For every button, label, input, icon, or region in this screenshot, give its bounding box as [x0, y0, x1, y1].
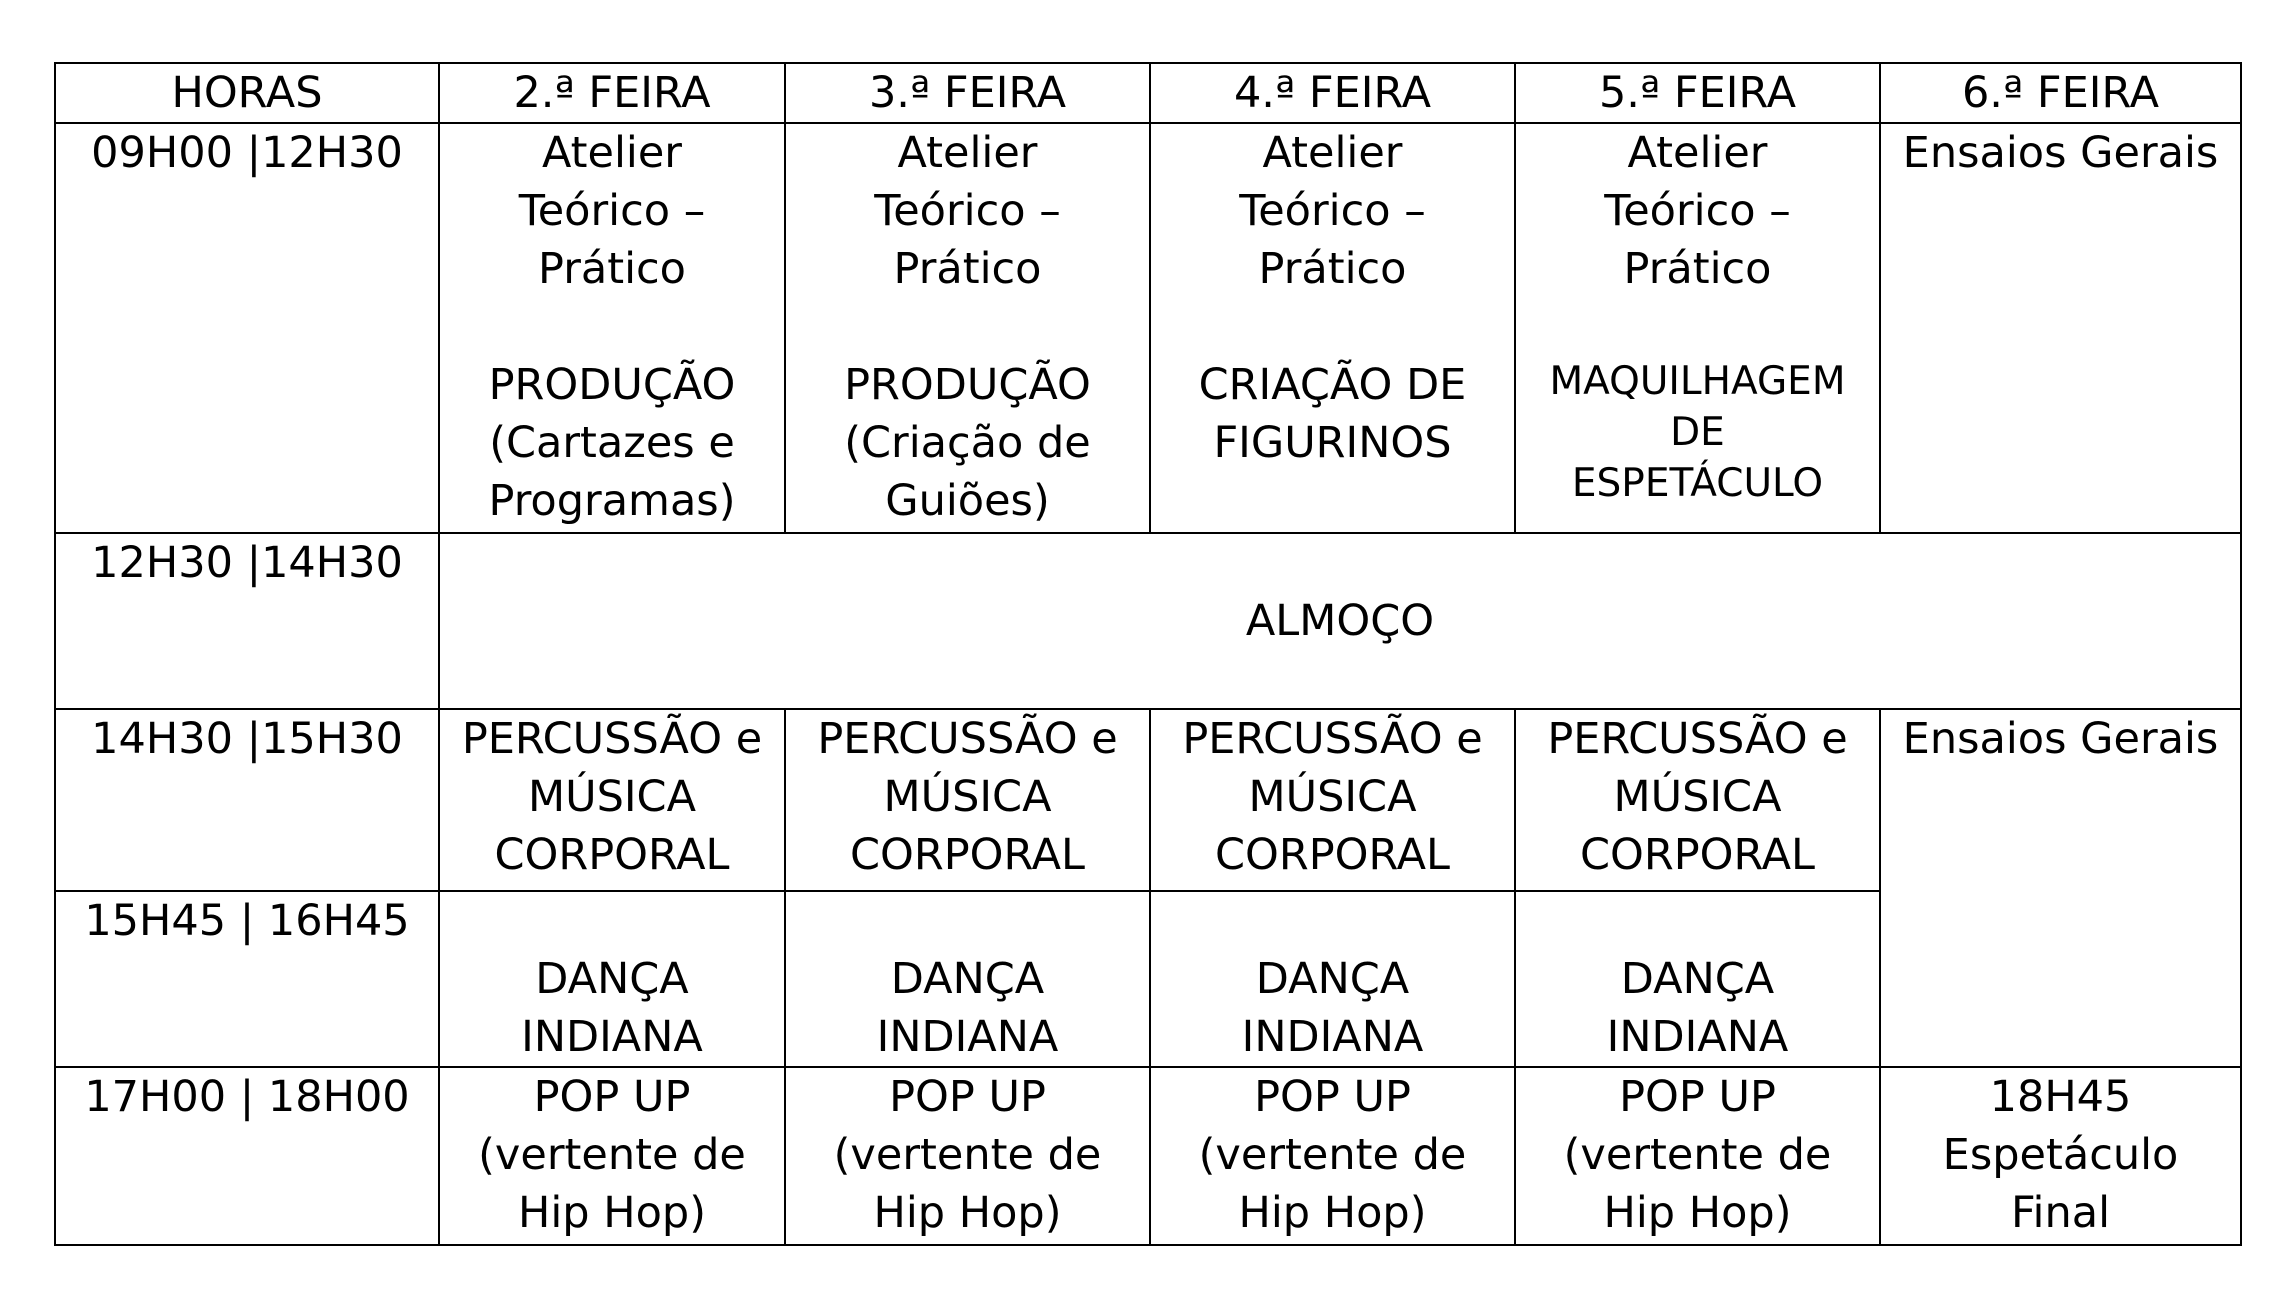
- cell-percussion-thursday: PERCUSSÃO e MÚSICA CORPORAL: [1515, 709, 1880, 891]
- cell-popup-friday: 18H45 Espetáculo Final: [1880, 1067, 2241, 1245]
- cell-dance-thursday: DANÇA INDIANA: [1515, 891, 1880, 1067]
- header-day-thursday: 5.ª FEIRA: [1515, 63, 1880, 123]
- cell-percussion-monday: PERCUSSÃO e MÚSICA CORPORAL: [439, 709, 785, 891]
- cell-percussion-wednesday: PERCUSSÃO e MÚSICA CORPORAL: [1150, 709, 1515, 891]
- table-row-lunch: [55, 533, 2241, 709]
- cell-dance-tuesday: DANÇA INDIANA: [785, 891, 1150, 1067]
- schedule-table: [54, 62, 2242, 1246]
- table-row-percussion: [55, 709, 2241, 891]
- header-row: [55, 63, 2241, 123]
- time-cell-lunch: 12H30 |14H30: [55, 533, 439, 709]
- header-day-tuesday: 3.ª FEIRA: [785, 63, 1150, 123]
- cell-popup-thursday: POP UP (vertente de Hip Hop): [1515, 1067, 1880, 1245]
- cell-morning-monday: Atelier Teórico – Prático PRODUÇÃO (Cartazes e Programas): [439, 123, 785, 533]
- header-hours: HORAS: [55, 63, 439, 123]
- cell-dance-wednesday: DANÇA INDIANA: [1150, 891, 1515, 1067]
- table-row-popup: [55, 1067, 2241, 1245]
- cell-morning-wednesday: Atelier Teórico – Prático CRIAÇÃO DE FIGURINOS: [1150, 123, 1515, 533]
- cell-afternoon-friday: Ensaios Gerais: [1880, 709, 2241, 1067]
- time-cell-percussion: 14H30 |15H30: [55, 709, 439, 891]
- time-cell-morning: 09H00 |12H30: [55, 123, 439, 533]
- cell-popup-monday: POP UP (vertente de Hip Hop): [439, 1067, 785, 1245]
- cell-morning-thursday: Atelier Teórico – Prático MAQUILHAGEM DE ESPETÁCULO: [1515, 123, 1880, 533]
- time-cell-popup: 17H00 | 18H00: [55, 1067, 439, 1245]
- lunch-cell: ALMOÇO: [439, 533, 2241, 709]
- header-day-monday: 2.ª FEIRA: [439, 63, 785, 123]
- cell-dance-monday: DANÇA INDIANA: [439, 891, 785, 1067]
- cell-percussion-tuesday: PERCUSSÃO e MÚSICA CORPORAL: [785, 709, 1150, 891]
- cell-popup-wednesday: POP UP (vertente de Hip Hop): [1150, 1067, 1515, 1245]
- table-row-morning: [55, 123, 2241, 533]
- cell-morning-friday: Ensaios Gerais: [1880, 123, 2241, 533]
- header-day-friday: 6.ª FEIRA: [1880, 63, 2241, 123]
- cell-morning-tuesday: Atelier Teórico – Prático PRODUÇÃO (Criação de Guiões): [785, 123, 1150, 533]
- time-cell-dance: 15H45 | 16H45: [55, 891, 439, 1067]
- cell-popup-tuesday: POP UP (vertente de Hip Hop): [785, 1067, 1150, 1245]
- header-day-wednesday: 4.ª FEIRA: [1150, 63, 1515, 123]
